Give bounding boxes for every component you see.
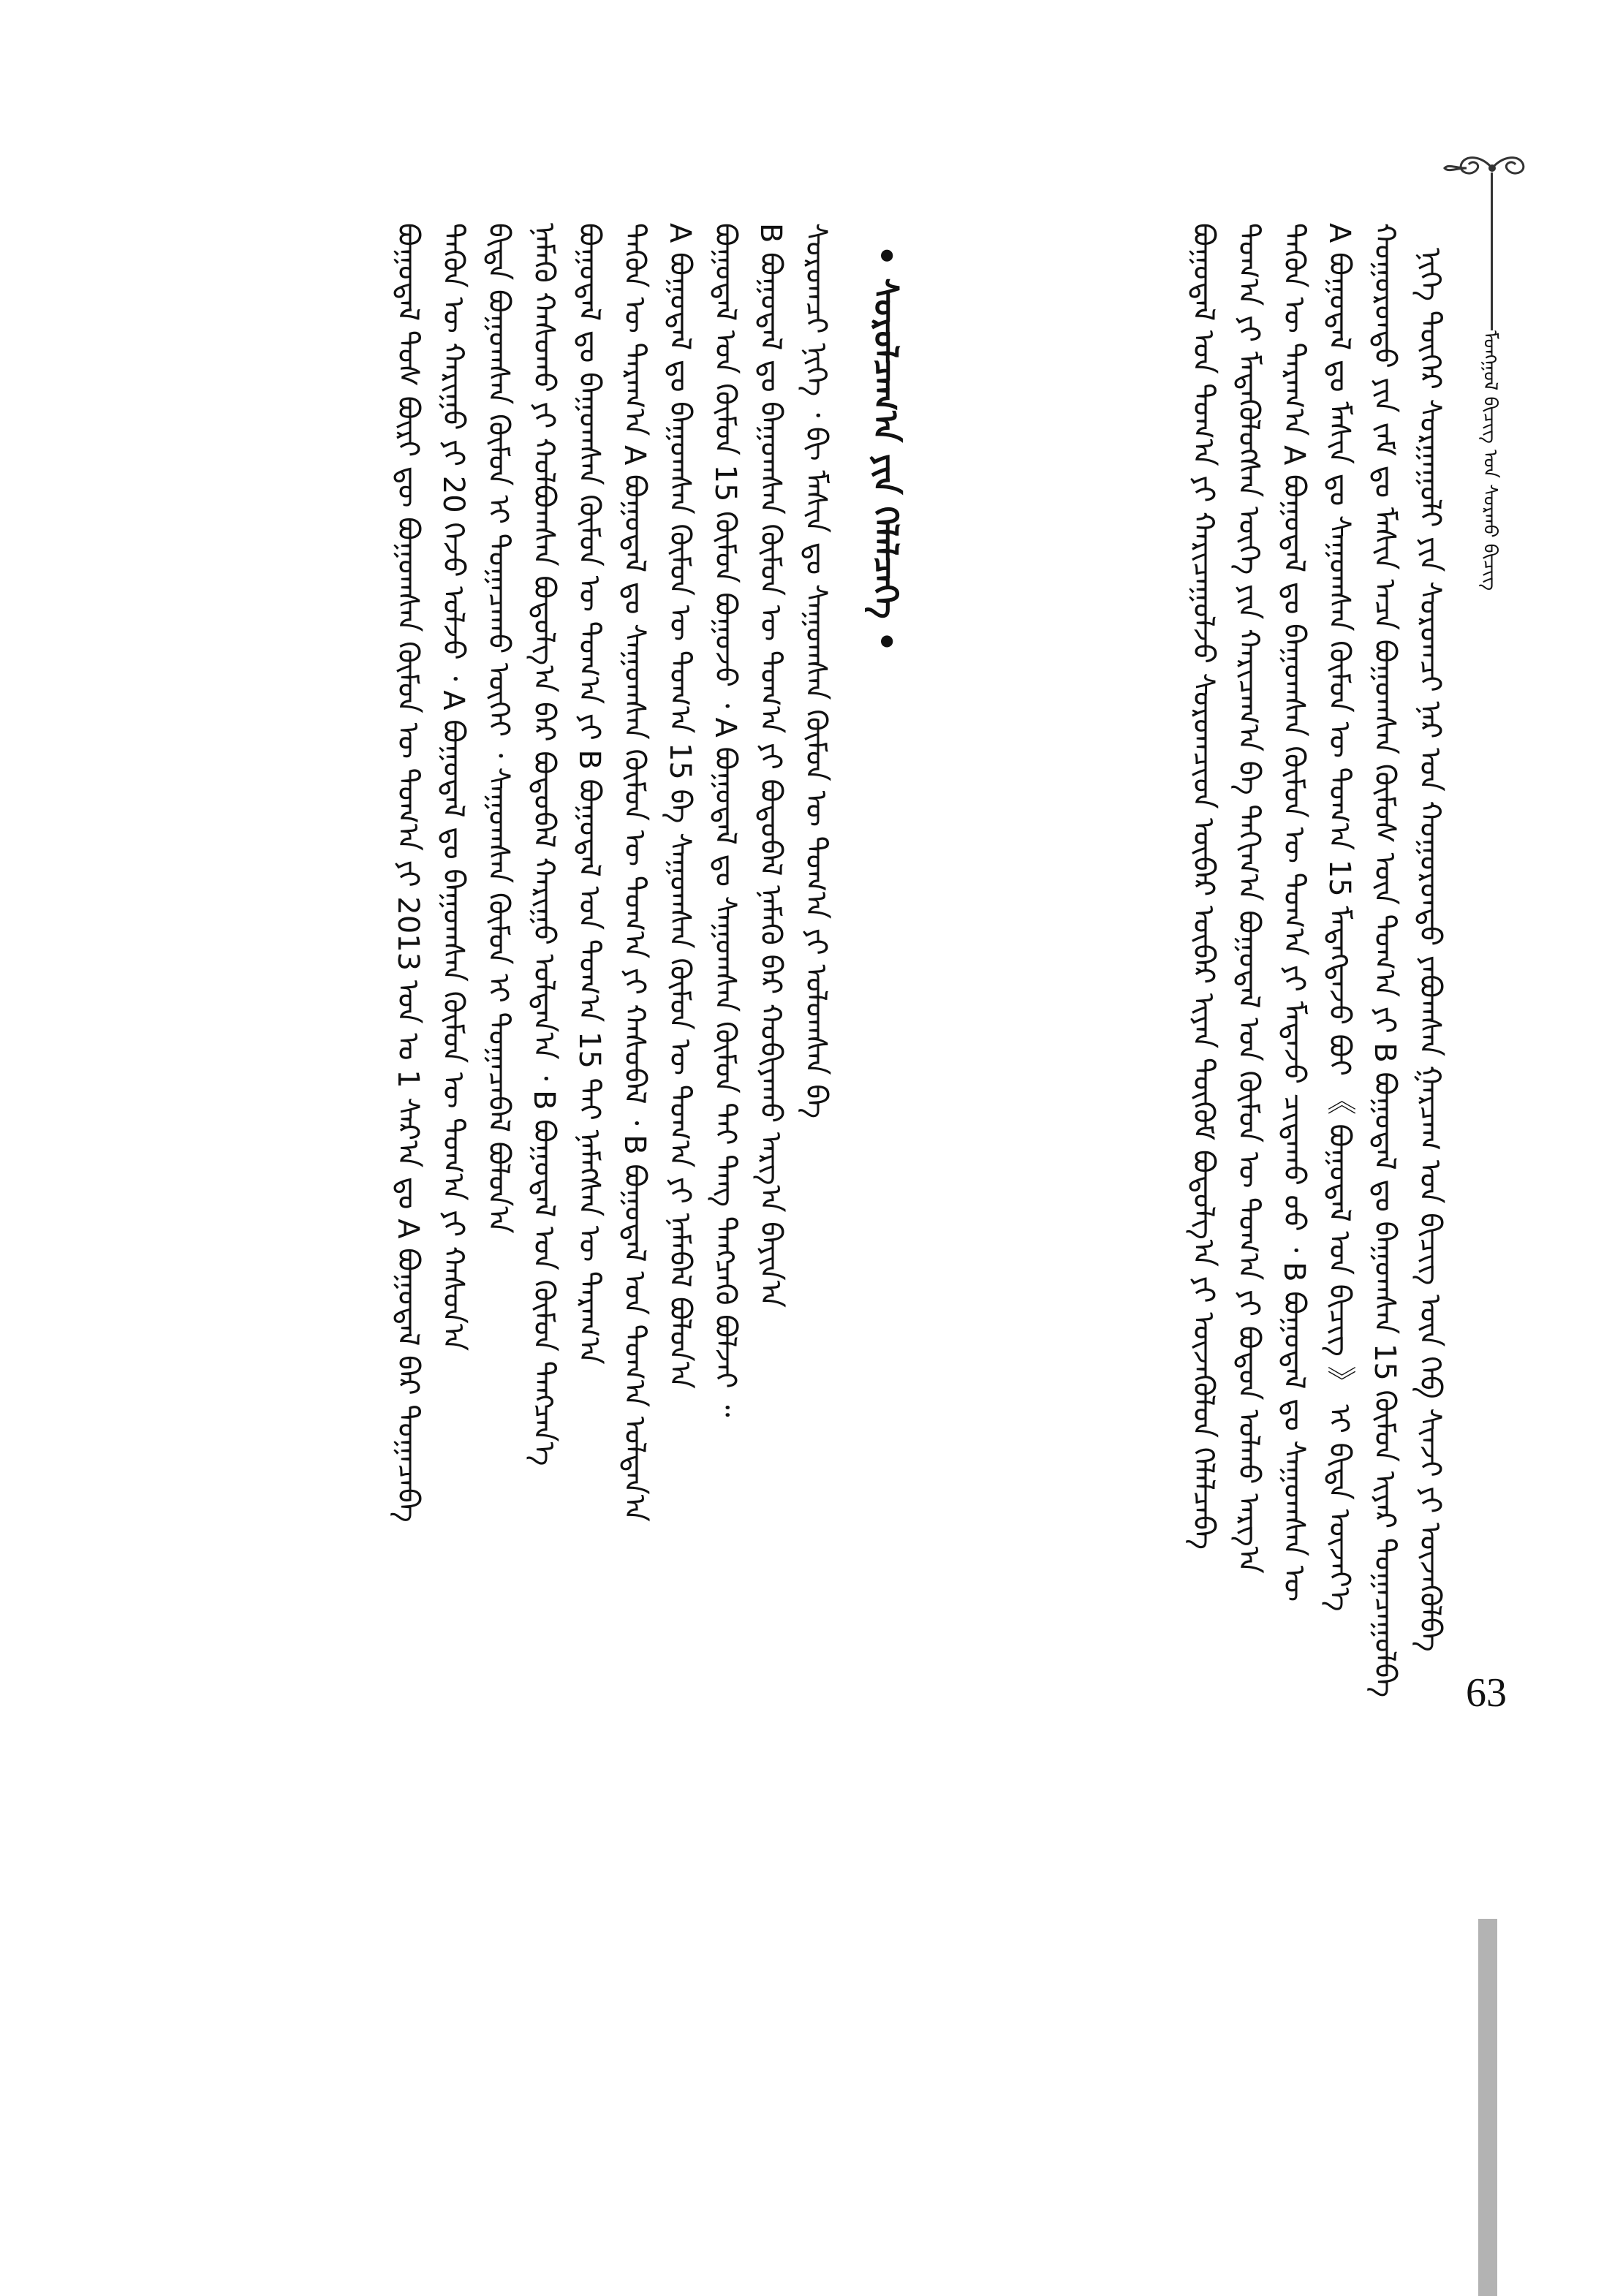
text-line: ᠪᠤᠭᠤᠳᠠᠯ ᠤᠨ ᠲᠣᠭ᠎ᠠ ᠶᠢ ᠬᠠᠷᠢᠴᠠᠭᠤᠯᠵᠤ ᠰᠤᠷᠤᠭᠴᠢᠳ ᠦᠪᠡᠷ ᠦᠪᠡᠷ ᠢᠶᠡᠨ ᠳᠦᠭᠦᠮ ᠪᠣᠳᠤᠯᠭ᠎ᠠ ᠶᠢ ᠦᠵᠡᠭᠦᠯᠦᠨ ᠬᠡᠯᠡᠯᠴᠡᠪᠡ [1187, 223, 1220, 1550]
text-line: ᠲᠡᠭᠦᠨ ᠦ ᠳᠠᠷᠠᠭ᠎ᠠ A ᠪᠤᠭᠤᠳᠠᠯ ᠳᠤ ᠰᠠᠭᠤᠭᠰᠠᠨ ᠬᠦᠮᠦᠨ ᠦ ᠲᠣᠭ᠎ᠠ ᠶᠢ ᠬᠠᠰᠤᠪᠠᠯ ᠂ B ᠪᠤᠭᠤᠳᠠᠯ ᠤᠨ ᠲᠣᠭ᠎ᠠ ᠣᠯᠳᠠᠨ᠎ᠠ [618, 223, 651, 1522]
text-line: ᠪᠤᠭᠤᠳᠠᠯ ᠳᠤ ᠪᠠᠭᠤᠭᠰᠠᠨ ᠬᠦᠮᠦᠨ ᠦ ᠲᠣᠭ᠎ᠠ ᠶᠢ B ᠪᠤᠭᠤᠳᠠᠯ ᠤᠨ ᠲᠣᠭ᠎ᠠ 15 ᠲᠠᠢ ᠨᠡᠮᠡᠭᠰᠡᠨ ᠦ ᠳᠠᠷᠠᠭ᠎ᠠ [572, 223, 606, 1365]
text-line: ᠰᠤᠷᠤᠭᠴᠢ ᠨᠢᠭᠡ ᠂ ᠪᠢ ᠮᠠᠰᠢᠨ ᠳᠤ ᠰᠠᠭᠤᠭᠰᠠᠨ ᠬᠦᠮᠦᠨ ᠦ ᠲᠣᠭ᠎ᠠ ᠶᠢ ᠣᠯᠤᠭᠰᠠᠨ ᠪᠠ [799, 223, 833, 1119]
text-line: ᠬᠤᠭᠤᠷᠤᠨᠳᠤ ᠶᠢᠨ ᠵᠠᠮ ᠳᠤ ᠮᠠᠰᠢᠨ ᠠᠴᠠ ᠪᠤᠭᠤᠭᠰᠠᠨ ᠬᠦᠮᠦᠰ ᠦᠨ ᠲᠣᠭ᠎ᠠ ᠶᠢ B ᠪᠤᠭᠤᠳᠠᠯ ᠳᠤ ᠪᠠᠭᠤᠭᠰᠠᠨ 15 ᠬᠦᠮᠦᠨ ᠢᠶᠡᠷ ᠲᠣᠭᠠᠴᠠᠭᠤᠯᠪᠠ [1368, 223, 1401, 1698]
text-line: B ᠪᠤᠭᠤᠳᠠᠯ ᠳᠤ ᠪᠠᠭᠤᠭᠰᠠᠨ ᠬᠦᠮᠦᠨ ᠦ ᠲᠣᠭ᠎ᠠ ᠶᠢ ᠪᠣᠳᠤᠪᠠᠯ ᠨᠡᠮᠡᠬᠦ ᠪᠠᠷ ᠬᠤᠪᠢᠶᠠᠬᠤ ᠠᠷᠭ᠎ᠠ ᠪᠠᠶᠢᠨ᠎ᠠ [754, 223, 787, 1308]
header-rule [1491, 173, 1493, 330]
text-body [168, 223, 1462, 1773]
running-head: ᠮᠣᠩᠭᠣᠯ ᠪᠢᠴᠢᠭ ᠤᠨ ᠰᠤᠷᠬᠤ ᠪᠢᠴᠢᠭ [1479, 330, 1501, 591]
text-line: ᠪᠢᠳᠡ ᠪᠤᠭᠤᠭᠰᠠᠨ ᠬᠦᠮᠦᠨ ᠢ ᠲᠣᠭᠠᠴᠠᠬᠤ ᠦᠭᠡᠢ ᠂ ᠰᠠᠭᠤᠭᠰᠠᠨ ᠬᠦᠮᠦᠨ ᠢ ᠲᠣᠭᠠᠴᠠᠪᠠᠯ ᠪᠣᠯᠤᠨ᠎ᠠ [482, 223, 515, 1234]
text-line: ᠪᠤᠭᠤᠳᠠᠯ ᠤᠨ ᠬᠦᠮᠦᠨ 15 ᠬᠦᠮᠦᠨ ᠪᠤᠭᠤᠵᠤ ᠂ A ᠪᠤᠭᠤᠳᠠᠯ ᠳᠤ ᠰᠠᠭᠤᠭᠰᠠᠨ ᠬᠦᠮᠦᠨ ᠲᠠᠢ ᠲᠡᠩ ᠲᠡᠩᠴᠡᠭᠦ ᠪᠣᠯᠵᠠᠢ ᠃ [708, 223, 742, 1417]
text-line: ᠲᠡᠭᠦᠨ ᠦ ᠬᠠᠷᠢᠭᠤ ᠶᠢ 20 ᠭᠡᠵᠦ ᠣᠯᠵᠤ ᠂ A ᠪᠤᠭᠤᠳᠠᠯ ᠳᠤ ᠪᠠᠭᠤᠭᠰᠠᠨ ᠬᠦᠮᠦᠨ ᠦ ᠲᠣᠭ᠎ᠠ ᠶᠢ ᠬᠠᠰᠤᠨ᠎ᠠ [436, 223, 470, 1352]
text-line: A ᠪᠤᠭᠤᠳᠠᠯ ᠳᠤ ᠮᠠᠰᠢᠨ ᠳᠤ ᠰᠠᠭᠤᠭᠰᠠᠨ ᠬᠦᠮᠦᠨ ᠦ ᠲᠣᠭ᠎ᠠ 15 ᠮᠡᠳᠡᠭᠳᠡᠵᠦ ᠪᠣᠢ 《 ᠪᠤᠭᠤᠳᠠᠯ ᠤᠨ ᠪᠢᠴᠢᠭ 》 ᠢ ᠪᠢᠳᠡ ᠦᠵᠡᠶ᠎ᠡ [1323, 223, 1356, 1612]
text-line: ᠲᠣᠭ᠎ᠠ ᠶᠢ ᠮᠡᠳᠡᠭᠦᠯᠦᠭᠰᠡᠨ ᠦᠭᠡ ᠶᠢᠨ ᠬᠠᠷᠢᠴᠠᠭ᠎ᠠ ᠪᠠ ᠳᠠᠬᠢᠭ᠎ᠠ ᠪᠤᠭᠤᠳᠠᠯ ᠤᠨ ᠬᠦᠮᠦᠨ ᠦ ᠲᠣᠭ᠎ᠠ ᠶᠢ ᠪᠤᠳᠤᠨ ᠣᠯᠬᠤ ᠠᠷᠭ᠎ᠠ [1232, 223, 1266, 1574]
text-line: ᠨᠡᠮᠡᠬᠦ ᠬᠠᠰᠤᠬᠤ ᠶᠢ ᠬᠣᠯᠪᠤᠭᠰᠠᠨ ᠪᠣᠳᠤᠯᠭ᠎ᠠ ᠪᠠᠷ ᠪᠣᠳᠤᠪᠠᠯ ᠬᠠᠷᠢᠭᠤ ᠣᠯᠳᠠᠨ᠎ᠠ ᠂ B ᠪᠤᠭᠤᠳᠠᠯ ᠤᠨ ᠬᠦᠮᠦᠨ ᠲᠡᠩᠴᠡᠨ᠎ᠡ [527, 223, 561, 1466]
section-heading: • ᠰᠤᠷᠤᠯᠴᠠᠭ᠎ᠠ ᠶᠢᠨ ᠬᠡᠯᠡᠯᠴᠡᠭᠡ • [866, 245, 906, 653]
page-number: 63 [1466, 1670, 1507, 1716]
text-line: ᠪᠤᠭᠤᠳᠠᠯ ᠲᠤᠰ ᠪᠦᠷᠢ ᠳᠦ ᠪᠤᠭᠤᠭᠰᠠᠨ ᠬᠦᠮᠦᠨ ᠦ ᠲᠣᠭ᠎ᠠ ᠶᠢ 2013 ᠣᠨ ᠤ 1 ᠰᠠᠷ᠎ᠠ ᠳᠤ A ᠪᠤᠭᠤᠳᠠᠯ ᠪᠡᠷ ᠲᠣᠭᠠᠴᠠᠪᠠ [391, 223, 425, 1523]
text-line: ᠲᠡᠭᠦᠨ ᠦ ᠳᠠᠷᠠᠭ᠎ᠠ A ᠪᠤᠭᠤᠳᠠᠯ ᠳᠤ ᠪᠠᠭᠤᠭᠰᠠᠨ ᠬᠦᠮᠦᠨ ᠦ ᠲᠣᠭ᠎ᠠ ᠶᠢ ᠮᠡᠳᠡᠵᠦ ᠴᠢᠳᠠᠬᠤ ᠦᠦ ᠂ B ᠪᠤᠭᠤᠳᠠᠯ ᠳᠤ ᠰᠠᠭᠤᠭᠰᠠᠨ ᠦ [1277, 223, 1311, 1602]
text-line: A ᠪᠤᠭᠤᠳᠠᠯ ᠳᠤ ᠪᠠᠭᠤᠭᠰᠠᠨ ᠬᠦᠮᠦᠨ ᠦ ᠲᠣᠭ᠎ᠠ 15 ᠪᠠ ᠰᠠᠭᠤᠭᠰᠠᠨ ᠬᠦᠮᠦᠨ ᠦ ᠲᠣᠭ᠎ᠠ ᠶᠢ ᠨᠡᠮᠡᠪᠡᠯ ᠪᠣᠯᠤᠨ᠎ᠠ [663, 223, 697, 1389]
page-edge-bar [1478, 1919, 1497, 2296]
text-line: ᠨᠢᠭᠡ ᠳᠦᠭᠡᠷ ᠰᠤᠷᠭᠠᠭᠤᠯᠢ ᠶᠢᠨ ᠰᠤᠷᠤᠭᠴᠢ ᠨᠠᠷ ᠤᠨ ᠬᠤᠭᠤᠷᠤᠨᠳᠤ ᠶᠠᠪᠤᠭᠰᠠᠨ ᠭᠠᠷᠴᠠᠭ ᠤᠨ ᠪᠢᠴᠢᠭ ᠦᠨ ᠬᠡᠪ ᠰᠢᠨᠵᠢ ᠶᠢ ᠦᠵᠡᠭᠦᠯᠪᠡ [1413, 248, 1447, 1652]
